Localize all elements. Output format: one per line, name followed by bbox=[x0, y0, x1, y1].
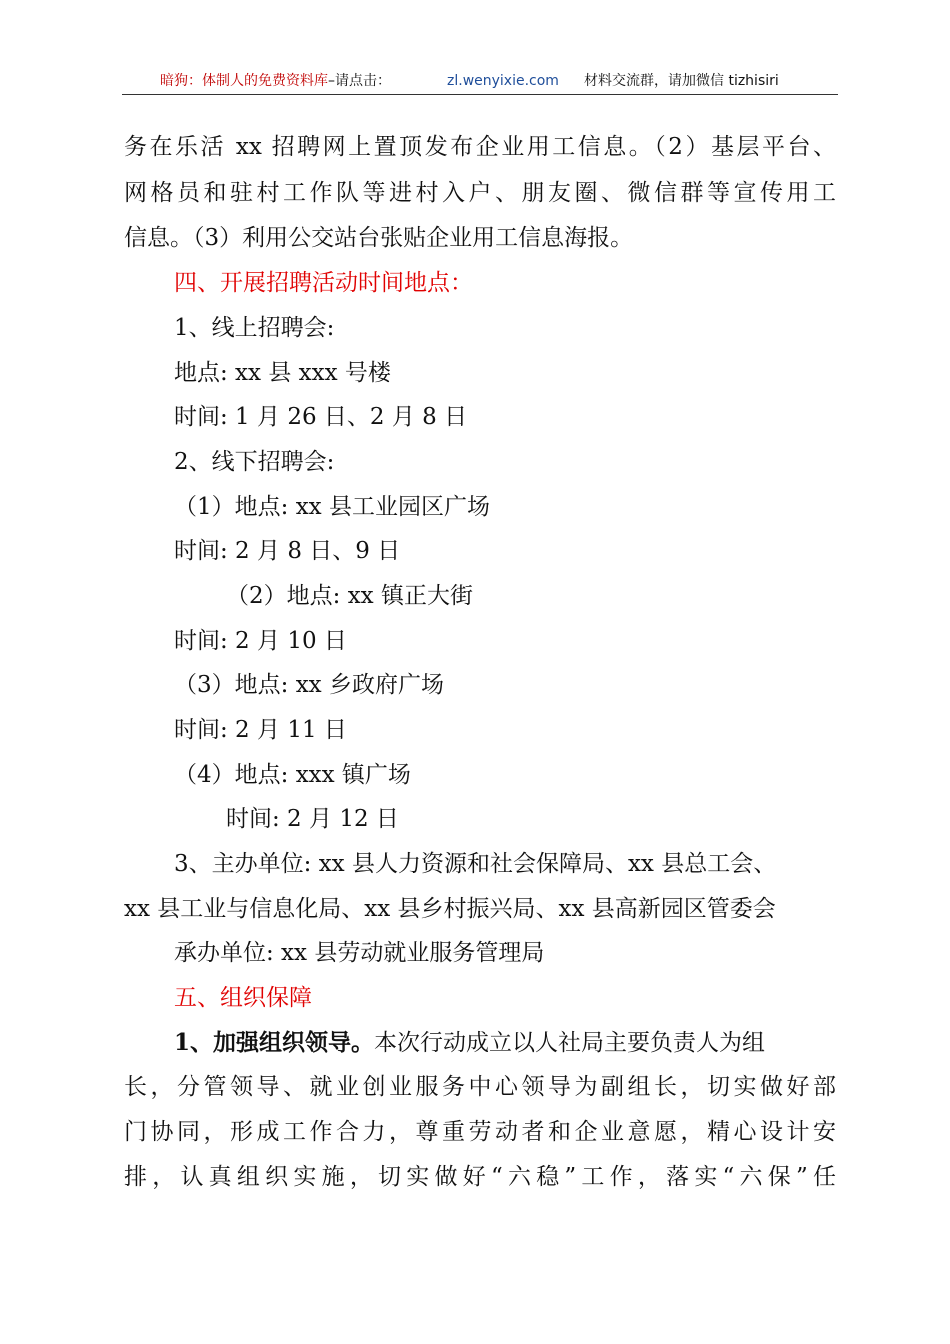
offline-fair-1-time: 时间: 2 月 8 日、9 日 bbox=[174, 538, 401, 564]
offline-fair-4-time: 时间: 2 月 12 日 bbox=[226, 806, 399, 832]
offline-fair-3-time: 时间: 2 月 11 日 bbox=[174, 717, 347, 743]
section-heading-5: 五、组织保障 bbox=[174, 985, 312, 1011]
offline-fair-3-place: （3）地点: xx 乡政府广场 bbox=[174, 672, 444, 698]
page-header bbox=[122, 70, 838, 95]
paragraph-line bbox=[174, 1028, 765, 1058]
paragraph-line: 网格员和驻村工作队等进村入户、朋友圈、微信群等宣传用工 bbox=[124, 180, 836, 206]
header-click-label: –请点击： bbox=[328, 73, 391, 89]
paragraph-line: 排，认真组织实施，切实做好“六稳”工作，落实“六保”任 bbox=[124, 1164, 836, 1190]
paragraph-line: 务在乐活 xx 招聘网上置顶发布企业用工信息。（2）基层平台、 bbox=[124, 134, 836, 160]
paragraph-line: 信息。（3）利用公交站台张贴企业用工信息海报。 bbox=[124, 225, 634, 251]
offline-fair-4-place: （4）地点: xxx 镇广场 bbox=[174, 762, 411, 788]
section-heading-4: 四、开展招聘活动时间地点： bbox=[174, 270, 473, 296]
online-fair-time: 时间: 1 月 26 日、2 月 8 日 bbox=[174, 404, 468, 430]
header-url-link[interactable]: zl.wenyixie.com bbox=[447, 73, 559, 89]
header-group-info: 材料交流群，请加微信 tizhisiri bbox=[584, 73, 779, 89]
lead-bold-phrase: 1、加强组织领导。 bbox=[174, 1029, 375, 1056]
header-brand: 暗狗：体制人的免费资料库–请点击： bbox=[160, 73, 391, 89]
offline-fair-1-place: （1）地点: xx 县工业园区广场 bbox=[174, 494, 490, 520]
paragraph-line: 门协同，形成工作合力，尊重劳动者和企业意愿，精心设计安 bbox=[124, 1119, 836, 1145]
paragraph-line: 长，分管领导、就业创业服务中心领导为副组长，切实做好部 bbox=[124, 1074, 836, 1100]
host-units-line-2: xx 县工业与信息化局、xx 县乡村振兴局、xx 县高新园区管委会 bbox=[124, 896, 776, 922]
offline-fair-2-place: （2）地点: xx 镇正大街 bbox=[226, 583, 473, 609]
online-fair-place: 地点: xx 县 xxx 号楼 bbox=[174, 360, 391, 386]
lead-rest: 本次行动成立以人社局主要负责人为组 bbox=[374, 1030, 766, 1056]
offline-fair-2-time: 时间: 2 月 10 日 bbox=[174, 628, 347, 654]
offline-fair-title: 2、线下招聘会: bbox=[174, 449, 335, 475]
host-units-line-1: 3、主办单位: xx 县人力资源和社会保障局、xx 县总工会、 bbox=[174, 851, 777, 877]
online-fair-title: 1、线上招聘会: bbox=[174, 315, 335, 341]
organizer-unit: 承办单位: xx 县劳动就业服务管理局 bbox=[174, 940, 545, 966]
